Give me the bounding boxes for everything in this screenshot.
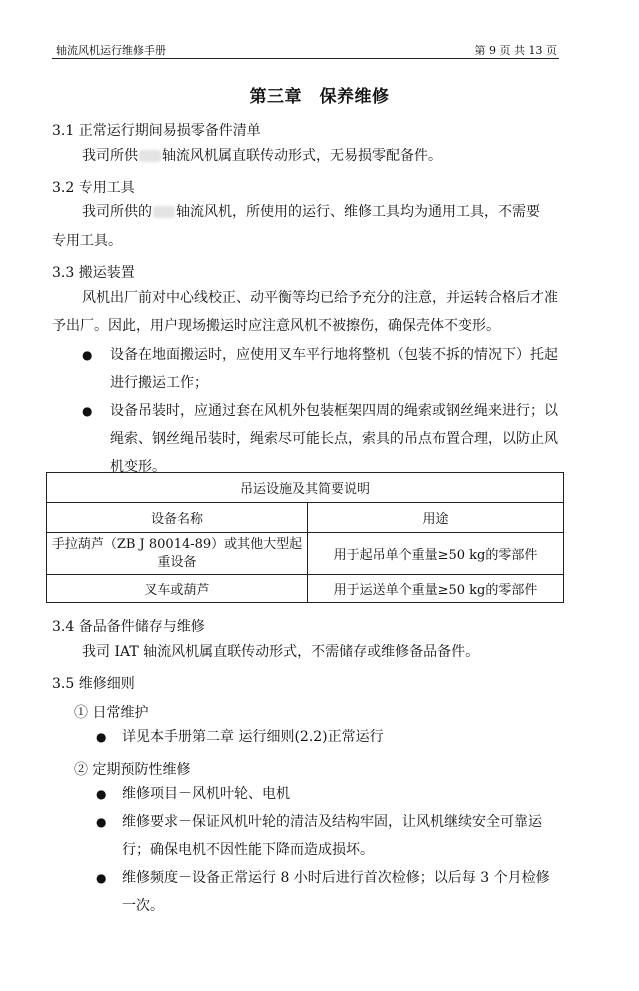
- table-row: [47, 533, 564, 575]
- bullet-icon: ●: [96, 815, 107, 829]
- subsection-preventive-maintenance: ② 定期预防性维修: [74, 762, 191, 778]
- lifting-equipment-table: [46, 472, 564, 603]
- list-item: ● 维修项目－风机叶轮、电机: [96, 780, 566, 808]
- list-item: ● 维修要求－保证风机叶轮的清洁及结构牢固，让风机继续安全可靠运行；确保电机不因性能下降而造成损坏。: [96, 808, 566, 864]
- bullet-icon: ●: [96, 871, 107, 885]
- list-item: ● 维修频度－设备正常运行 8 小时后进行首次检修；以后每 3 个月检修一次。: [96, 864, 566, 920]
- table-header: 用途: [308, 503, 564, 533]
- header-page-number: 第 9 页 共 13 页: [474, 44, 557, 57]
- table-cell: 用于起吊单个重量≥50 kg的零部件: [308, 533, 564, 575]
- redacted-brand: [153, 206, 175, 218]
- table-header: 设备名称: [47, 503, 308, 533]
- bullet-icon: ●: [96, 730, 107, 744]
- chapter-title: 第三章 保养维修: [249, 87, 390, 107]
- section-3-4-heading: 3.4 备品备件储存与维修: [52, 619, 205, 635]
- header-manual-title: 轴流风机运行维修手册: [56, 44, 166, 57]
- table-row: [47, 575, 564, 603]
- bullet-icon: ●: [82, 404, 93, 418]
- table-cell: 手拉葫芦（ZB J 80014-89）或其他大型起重设备: [47, 533, 308, 575]
- section-3-5-heading: 3.5 维修细则: [52, 676, 135, 692]
- section-3-3-paragraph: 风机出厂前对中心线校正、动平衡等均已给予充分的注意，并运转合格后才准予出厂。因此，用户现场搬运时应注意风机不被擦伤，确保壳体不变形。: [52, 290, 558, 334]
- section-3-1-text: 我司所供 轴流风机属直联传动形式，无易损零配备件。: [82, 148, 442, 164]
- section-3-4-text: 我司 IAT 轴流风机属直联传动形式，不需储存或维修备品备件。: [82, 644, 480, 660]
- section-3-3-heading: 3.3 搬运装置: [52, 265, 135, 281]
- section-3-2-text-cont: 专用工具。: [52, 233, 122, 249]
- table-header-row: [47, 503, 564, 533]
- table-cell: 用于运送单个重量≥50 kg的零部件: [308, 575, 564, 603]
- page-header: [52, 38, 559, 59]
- subsection-daily-maintenance: ① 日常维护: [74, 705, 149, 721]
- list-item: ● 设备吊装时，应通过套在风机外包装框架四周的绳索或钢丝绳来进行；以绳索、钢丝绳吊装时，绳索尽可能长点，索具的吊点布置合理，以防止风机变形。: [82, 397, 562, 481]
- bullet-icon: ●: [82, 348, 93, 362]
- section-3-2-text: 我司所供的 轴流风机，所使用的运行、维修工具均为通用工具，不需要: [82, 204, 540, 220]
- section-3-1-heading: 3.1 正常运行期间易损零备件清单: [52, 123, 261, 139]
- section-3-2-heading: 3.2 专用工具: [52, 180, 135, 196]
- table-cell: 叉车或葫芦: [47, 575, 308, 603]
- redacted-brand: [139, 150, 161, 162]
- list-item: ● 设备在地面搬运时，应使用叉车平行地将整机（包装不拆的情况下）托起进行搬运工作；: [82, 341, 562, 397]
- bullet-icon: ●: [96, 787, 107, 801]
- table-caption: 吊运设施及其简要说明: [47, 473, 564, 503]
